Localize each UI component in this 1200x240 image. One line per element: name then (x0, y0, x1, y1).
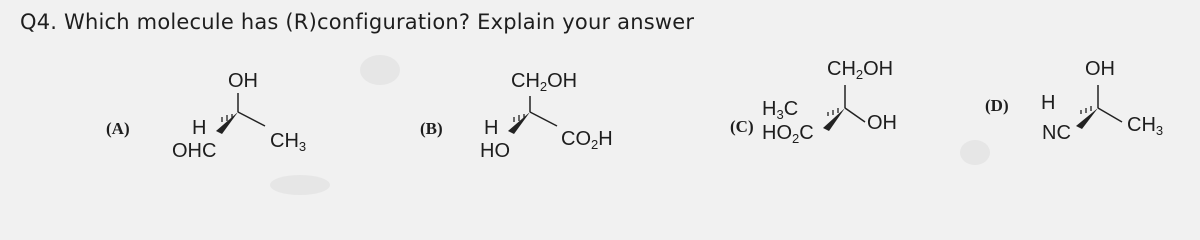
question-text: Q4. Which molecule has (R)configuration? Explain your answer (20, 10, 695, 34)
molecule-c-right-group: OH (867, 112, 897, 134)
molecule-a-right-group: $CH_3$ (270, 130, 307, 154)
molecule-a-top-group: OH (228, 70, 258, 92)
molecule-b-left-group: HO (480, 140, 510, 162)
molecule-c-label: (C) (730, 117, 754, 136)
molecule-d-label: (D) (985, 96, 1009, 115)
molecule-d-h: H (1041, 92, 1056, 114)
molecule-d-top-group: OH (1085, 58, 1115, 80)
molecule-a-left-group: OHC (172, 140, 217, 162)
molecule-c-h-group: $H_3C$ (762, 98, 799, 122)
molecule-a-label: (A) (106, 119, 130, 138)
molecule-b-top-group: $CH_2OH$ (511, 70, 578, 94)
molecule-c-left-group: $HO_2C$ (762, 122, 814, 146)
molecule-b-label: (B) (420, 119, 443, 138)
molecule-a-h: H (192, 117, 207, 139)
molecule-d-left-group: NC (1042, 122, 1071, 144)
molecule-b-right-group: $CO_2H$ (561, 128, 613, 152)
molecule-b-h: H (484, 117, 499, 139)
molecule-d-right-group: $CH_3$ (1127, 114, 1164, 138)
molecule-c-top-group: $CH_2OH$ (827, 58, 894, 82)
